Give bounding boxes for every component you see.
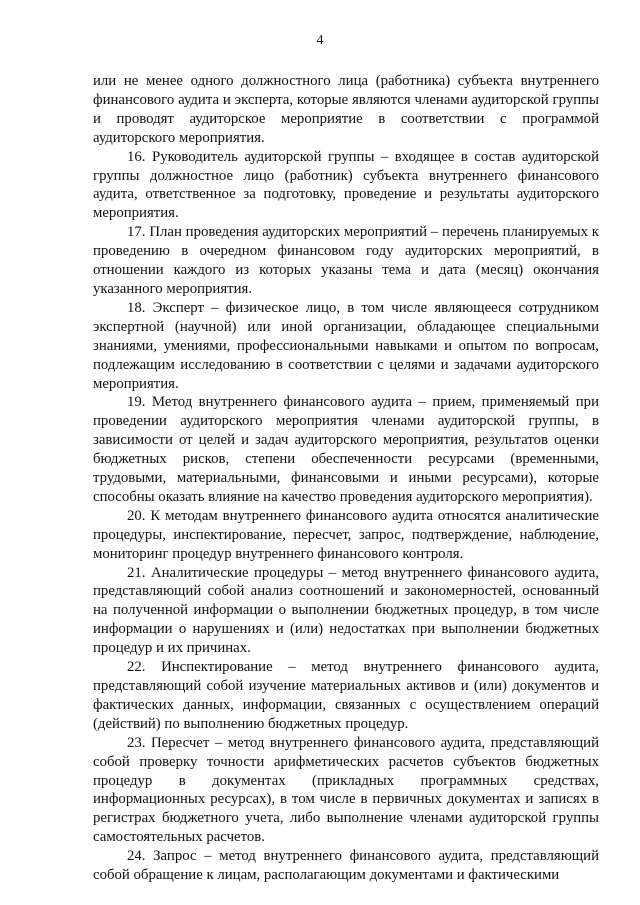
document-body (93, 72, 599, 885)
paragraph-16: 16. Руководитель аудиторской группы – входящее в состав аудиторской группы должностное лицо (работник) субъекта внутреннего финансового аудита, ответственное за подготовку, проведение и результаты аудиторского мероприятия. (93, 148, 599, 222)
paragraph-17: 17. План проведения аудиторских мероприятий – перечень планируемых к проведению в очередном финансовом году аудиторских мероприятий, в отношении каждого из которых указаны тема и дата (месяц) окончания указанного мероприятия. (93, 224, 599, 297)
paragraph-21: 21. Аналитические процедуры – метод внутреннего финансового аудита, представляющий собой анализ соотношений и закономерностей, основанный на полученной информации о выполнении бюджетных процедур, в том числе информации о нарушениях и (или) недостатках при выполнении бюджетных процедур и их причинах. (93, 564, 599, 657)
paragraph-continuation: или не менее одного должностного лица (работника) субъекта внутреннего финансового аудита и эксперта, которые являются членами аудиторской группы и проводят аудиторское мероприятие в соответствии с программой аудиторского мероприятия. (93, 73, 599, 146)
page-number: 4 (316, 33, 324, 48)
paragraph-19: 19. Метод внутреннего финансового аудита – прием, применяемый при проведении аудиторского мероприятия членами аудиторской группы, в зависимости от целей и задач аудиторского мероприятия, результатов оценки бюджетных рисков, степени обеспеченности ресурсами (временными, трудовыми, материальными, финансовыми и иными ресурсами), которые способны оказать влияние на качество проведения аудиторского мероприятия). (93, 394, 599, 505)
paragraph-18: 18. Эксперт – физическое лицо, в том числе являющееся сотрудником экспертной (научной) или иной организации, обладающее специальными знаниями, умениями, профессиональными навыками и опытом по вопросам, подлежащим исследованию в соответствии с целями и задачами аудиторского мероприятия. (93, 299, 599, 392)
paragraph-23: 23. Пересчет – метод внутреннего финансового аудита, представляющий собой проверку точности арифметических расчетов субъектов бюджетных процедур в документах (прикладных программных средствах, информационных ресурсах), в том числе в первичных документах и записях в регистрах бюджетного учета, либо выполнение членами аудиторской группы самостоятельных расчетов. (93, 734, 599, 846)
paragraph-22: 22. Инспектирование – метод внутреннего финансового аудита, представляющий собой изучение материальных активов и (или) документов и фактических данных, информации, связанных с осуществлением операций (действий) по выполнению бюджетных процедур. (93, 659, 599, 732)
paragraph-24: 24. Запрос – метод внутреннего финансового аудита, представляющий собой обращение к лицам, располагающим документами и фактическими (93, 848, 599, 884)
paragraph-20: 20. К методам внутреннего финансового аудита относятся аналитические процедуры, инспектирование, пересчет, запрос, подтверждение, наблюдение, мониторинг процедур внутреннего финансового контроля. (93, 507, 599, 562)
